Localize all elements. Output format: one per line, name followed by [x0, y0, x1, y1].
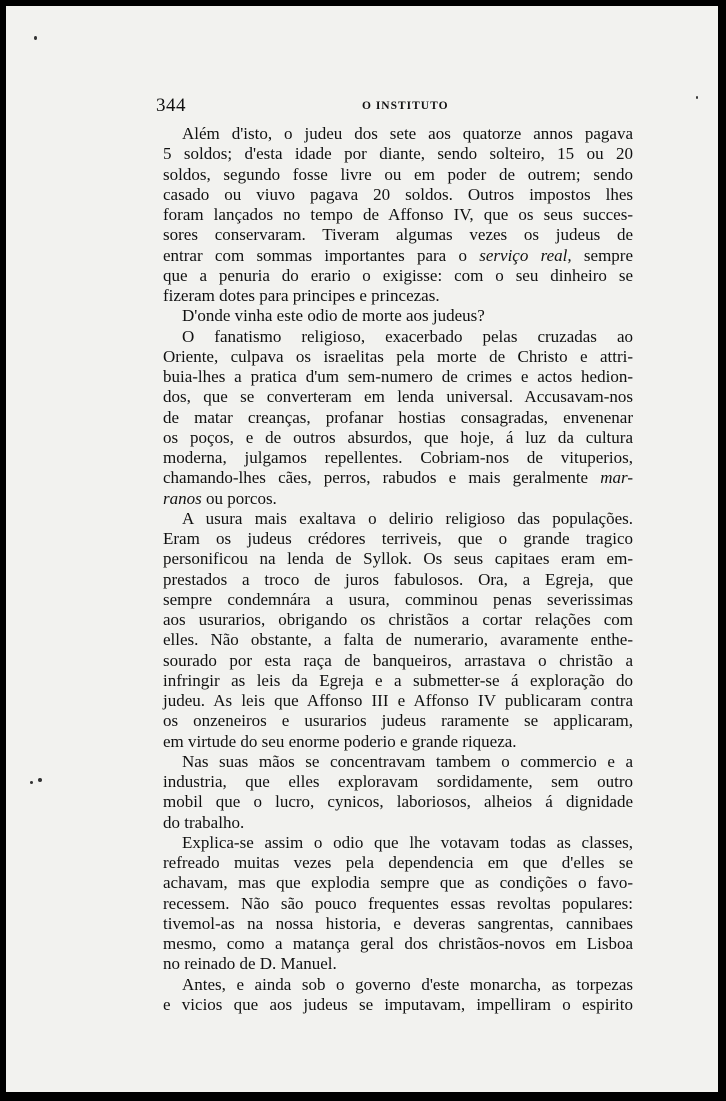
text-line: 5 soldos; d'esta idade por diante, sendo solteiro, 15 ou 20	[163, 144, 633, 164]
text-line	[163, 246, 633, 266]
text-line: no reinado de D. Manuel.	[163, 954, 337, 974]
text-line: infringir as leis da Egreja e a submetter-se á exploração do	[163, 670, 633, 690]
text-line: os onzeneiros e usurarios judeus raramente se applicaram,	[163, 711, 633, 731]
italic-segment: serviço real,	[479, 245, 572, 265]
text-line: Explica-se assim o odio que lhe votavam todas as classes,	[182, 832, 633, 852]
text-line: que a penuria do erario o exigisse: com o seu dinheiro se	[163, 265, 633, 285]
text-line: Além d'isto, o judeu dos sete aos quatorze annos pagava	[182, 124, 633, 143]
running-title: O INSTITUTO	[362, 100, 449, 112]
page-number: 344	[156, 95, 186, 116]
text-line: prestados a troco de juros fabulosos. Ora, a Egreja, que	[163, 569, 633, 589]
text-line: Eram os judeus crédores terriveis, que o grande tragico	[163, 529, 633, 548]
text-line: refreado muitas vezes pela dependencia em que d'elles se	[163, 853, 633, 872]
text-line: dos, que se converteram em lenda universal. Accusavam-nos	[163, 387, 633, 407]
text-line	[163, 468, 633, 488]
text-line: os poços, e de outros absurdos, que hoje, á luz da cultura	[163, 427, 633, 447]
text-line: judeu. As leis que Affonso III e Affonso IV publicaram contra	[163, 691, 633, 710]
text-line: D'onde vinha este odio de morte aos judeus?	[182, 306, 485, 326]
text-segment: sempre	[571, 245, 634, 265]
page-header	[156, 95, 576, 117]
text-line: do trabalho.	[163, 812, 245, 832]
scan-speck	[38, 778, 42, 782]
page-sheet	[6, 6, 718, 1092]
text-line: elles. Não obstante, a falta de numerario, avaramente enthe-	[163, 630, 633, 650]
text-line: sempre condemnára a usura, comminou penas severissimas	[163, 589, 633, 609]
text-line: em virtude do seu enorme poderio e grande riqueza.	[163, 731, 517, 751]
scan-speck	[34, 36, 37, 40]
text-line: recessem. Não são pouco frequentes essas revoltas populares:	[163, 893, 633, 913]
text-line: buia-lhes a pratica d'um sem-numero de crimes e actos hedion-	[163, 367, 633, 386]
text-segment: chamando-lhes cães, perros, rabudos e mais geralmente	[163, 468, 601, 488]
italic-segment: mar-	[600, 468, 633, 488]
text-line: industria, que elles exploravam sordidamente, sem outro	[163, 772, 633, 791]
text-line: sourado por esta raça de banqueiros, arrastava o christão a	[163, 650, 633, 670]
text-line: casado ou viuvo pagava 20 soldos. Outros impostos lhes	[163, 184, 633, 204]
text-line: O fanatismo religioso, exacerbado pelas cruzadas ao	[182, 326, 633, 346]
text-line: Oriente, culpava os israelitas pela morte de Christo e attri-	[163, 346, 633, 366]
text-line: tivemol-as na nossa historia, e deveras sangrentas, cannibaes	[163, 913, 633, 933]
text-line: de matar creanças, profanar hostias consagradas, envenenar	[163, 407, 633, 427]
text-segment: entrar com sommas importantes para o	[163, 245, 480, 265]
text-line: mesmo, como a matança geral dos christãos-novos em Lisboa	[163, 934, 633, 953]
text-line: mobil que o lucro, cynicos, laboriosos, alheios á dignidade	[163, 792, 633, 812]
text-line: moderna, julgamos repellentes. Cobriam-nos de vituperios,	[163, 448, 633, 467]
text-line: Antes, e ainda sob o governo d'este monarcha, as torpezas	[182, 974, 633, 994]
text-line: fizeram dotes para principes e princezas.	[163, 286, 440, 305]
scan-speck	[30, 781, 33, 784]
text-line: A usura mais exaltava o delirio religioso das populações.	[182, 508, 633, 528]
text-line: e vicios que aos judeus se imputavam, impelliram o espirito	[163, 994, 633, 1014]
body-text	[163, 124, 633, 1015]
text-line: sores conservaram. Tiveram algumas vezes os judeus de	[163, 225, 633, 245]
text-line: aos usurarios, obrigando os christãos a cortar relações com	[163, 610, 633, 629]
text-line: Nas suas mãos se concentravam tambem o commercio e a	[182, 751, 633, 771]
scan-speck	[696, 96, 698, 99]
text-segment: ou porcos.	[201, 488, 277, 508]
italic-segment: ranos	[163, 488, 202, 508]
text-line: personificou na lenda de Syllok. Os seus capitaes eram em-	[163, 549, 633, 569]
text-line: achavam, mas que explodia sempre que as condições o favo-	[163, 873, 633, 893]
text-line	[163, 489, 633, 509]
text-line: soldos, segundo fosse livre ou em poder de outrem; sendo	[163, 164, 633, 184]
text-line: foram lançados no tempo de Affonso IV, que os seus succes-	[163, 205, 633, 224]
